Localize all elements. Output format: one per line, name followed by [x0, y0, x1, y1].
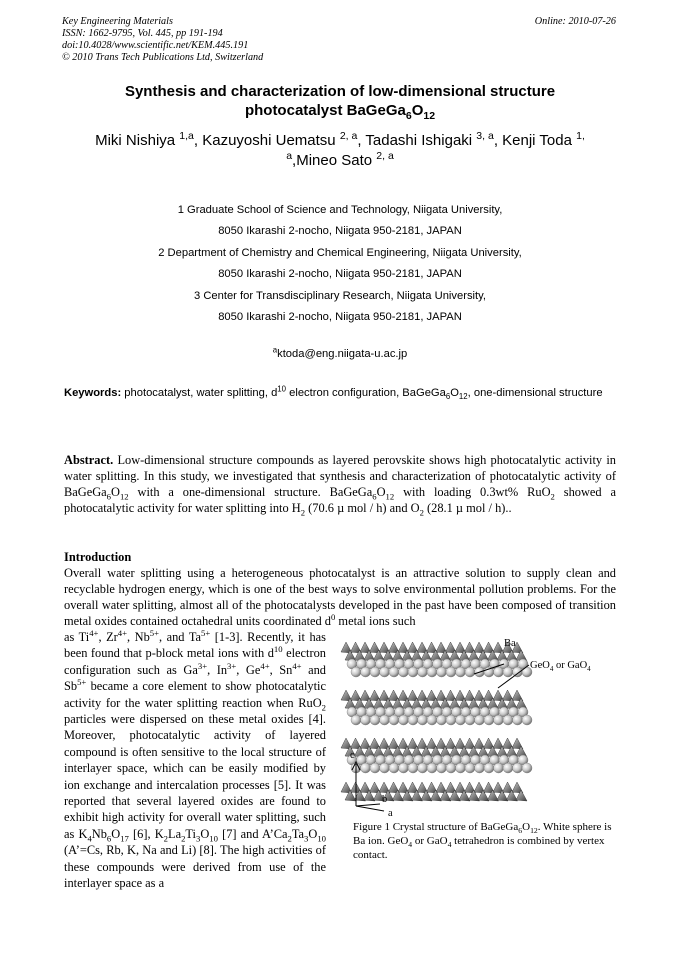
- ba-ion-sphere: [380, 667, 390, 677]
- b-axis: [356, 804, 380, 806]
- ba-ion-sphere: [399, 715, 409, 725]
- ba-ion-sphere: [465, 715, 475, 725]
- ba-ion-sphere: [456, 715, 466, 725]
- journal-header: [62, 16, 263, 64]
- ba-ion-sphere: [361, 667, 371, 677]
- ba-ion-sphere: [370, 763, 380, 773]
- ba-ion-sphere: [513, 763, 523, 773]
- ba-ion-sphere: [427, 715, 437, 725]
- copyright-line: © 2010 Trans Tech Publications Ltd, Switzerland: [62, 52, 264, 63]
- ba-ion-sphere: [427, 763, 437, 773]
- ba-ion-sphere: [408, 763, 418, 773]
- ba-ion-sphere: [456, 667, 466, 677]
- a-axis: [356, 806, 384, 811]
- ba-ion-sphere: [522, 715, 532, 725]
- ba-ion-sphere: [380, 715, 390, 725]
- ba-ion-sphere: [465, 667, 475, 677]
- affiliation-line: 2 Department of Chemistry and Chemical Engineering, Niigata University,: [158, 246, 522, 259]
- author-name: Miki Nishiya: [95, 132, 176, 149]
- ba-ion-sphere: [446, 667, 456, 677]
- ba-ion-sphere: [513, 715, 523, 725]
- author-name: ,Mineo Sato: [292, 152, 373, 169]
- ba-ion-sphere: [380, 763, 390, 773]
- affiliation-line: 8050 Ikarashi 2-nocho, Niigata 950-2181, JAPAN: [218, 225, 462, 238]
- ba-ion-sphere: [484, 763, 494, 773]
- geo4-label: GeO$_4$ or GaO$_4$: [530, 660, 591, 673]
- ba-ion-sphere: [456, 763, 466, 773]
- figure-caption: Figure 1 Crystal structure of $BaGeGa_6O_{12}$. White sphere is Ba ion. GeO$_4$ or GaO$_4$ tetrahedron is combined by vertex contact.: [353, 821, 612, 861]
- ba-ion-sphere: [446, 715, 456, 725]
- abstract: Abstract. Low-dimensional structure compounds as layered perovskite shows high photocatalytic activity in water splitting. In this study, we investigated that synthesis and characterization of photocatalytic activity of $BaGeGa_6O_{12}$ with a one-dimensional structure. $BaGeGa_6O_{12}$ with loading 0.3wt% RuO$_2$ showed a photocatalytic activity for water splitting into $H_2$ (70.6 µ mol / h) and $O_2$ (28.1 µ mol / h)..: [64, 453, 616, 518]
- affiliation-line: 1 Graduate School of Science and Technology, Niigata University,: [177, 204, 503, 216]
- issn-line: ISSN: 1662-9795, Vol. 445, pp 191-194: [62, 28, 223, 39]
- ba-ion-sphere: [503, 667, 513, 677]
- ba-ion-sphere: [418, 667, 428, 677]
- ba-ion-sphere: [494, 667, 504, 677]
- keywords-label: Keywords:: [64, 387, 122, 399]
- section-heading: Introduction: [64, 550, 132, 564]
- crystal-lattice: [341, 642, 532, 801]
- intro-paragraph: Overall water splitting using a heterogeneous photocatalyst is an attractive solution to supply clean and recyclable hydrogen energy, which is one of the best ways to solve environmental pollution problems. For the overall water splitting, almost all of the photocatalysts developed in the past have been composed of transition metal oxides contained octahedral units coordinated $d^0$ metal ions such: [64, 566, 616, 628]
- author-name: , Kenji Toda: [493, 132, 572, 149]
- ba-ion-sphere: [389, 715, 399, 725]
- ba-ion-sphere: [494, 715, 504, 725]
- ba-ion-sphere: [351, 715, 361, 725]
- ba-ion-sphere: [503, 763, 513, 773]
- ba-ion-sphere: [446, 763, 456, 773]
- ba-ion-sphere: [399, 763, 409, 773]
- c-axis-label: c: [350, 750, 355, 761]
- ba-ion-sphere: [437, 715, 447, 725]
- intro-column-text: as $Ti^{4+}$, $Zr^{4+}$, $Nb^{5+}$, and $Ta^{5+}$ [1-3]. Recently, it has been found that p-block metal ions with $d^{10}$ electron configuration such as $Ga^{3+}$, $In^{3+}$, $Ge^{4+}$, $Sn^{4+}$ and $Sb^{5+}$ became a core element to show photocatalytic activity for the water splitting reaction when RuO$_2$ particles were dispersed on these metal oxides [4]. Moreover, photocatalytic activity of layered compound is often sensitive to the local structure of interlayer space, which can be easily modified by ion exchange and intercalation processes [5]. It was reported that several layered oxides are found to exhibit high activity for overall water splitting, such as $K_4Nb_6O_{17}$ [6], $K_2La_2Ti_3O_{10}$ [7] and $A’Ca_2Ta_3O_{10}$ (A’=Cs, Rb, K, Na and Li) [8]. The high activities of these compounds were derived from use of the interlayer space as a: [64, 627, 327, 891]
- doi-line: doi:10.4028/www.scientific.net/KEM.445.191: [62, 40, 249, 51]
- ba-ion-sphere: [389, 763, 399, 773]
- ba-ion-sphere: [475, 763, 485, 773]
- corresponding-email[interactable]: $^a$ktoda@eng.niigata-u.ac.jp: [272, 345, 408, 360]
- paper-title: [64, 82, 616, 120]
- ba-ion-sphere: [494, 763, 504, 773]
- ba-ion-sphere: [437, 763, 447, 773]
- affiliations: [64, 202, 616, 330]
- ba-ion-sphere: [408, 715, 418, 725]
- ba-ion-sphere: [370, 715, 380, 725]
- ba-ion-sphere: [408, 667, 418, 677]
- ba-ion-sphere: [399, 667, 409, 677]
- title-line-2: photocatalyst $BaGeGa_6O_{12}$: [244, 102, 436, 122]
- affiliation-line: 8050 Ikarashi 2-nocho, Niigata 950-2181, JAPAN: [218, 310, 462, 323]
- ba-ion-sphere: [418, 715, 428, 725]
- online-date: Online: 2010-07-26: [534, 16, 616, 27]
- keywords: Keywords: photocatalyst, water splitting, $d^{10}$ electron configuration, $BaGeGa_6O_{12}$, one-dimensional structure: [64, 384, 603, 402]
- ba-ion-sphere: [370, 667, 380, 677]
- affiliation-line: 8050 Ikarashi 2-nocho, Niigata 950-2181, JAPAN: [218, 268, 462, 281]
- ba-ion-sphere: [465, 763, 475, 773]
- author-name: , Kazuyoshi Uematsu: [193, 132, 336, 149]
- ba-ion-sphere: [484, 715, 494, 725]
- journal-name: Key Engineering Materials: [62, 16, 173, 27]
- ba-label: Ba: [504, 638, 516, 649]
- a-axis-label: a: [388, 808, 393, 818]
- ba-ion-sphere: [351, 667, 361, 677]
- abstract-label: Abstract.: [64, 453, 114, 467]
- ba-ion-sphere: [418, 763, 428, 773]
- ba-ion-sphere: [437, 667, 447, 677]
- ba-ion-sphere: [389, 667, 399, 677]
- b-axis-label: b: [382, 794, 388, 805]
- author-name: , Tadashi Ishigaki: [357, 132, 473, 149]
- crystal-structure-figure: [336, 638, 628, 818]
- ba-ion-sphere: [503, 715, 513, 725]
- author-list: Miki Nishiya $^{1,a}$, Kazuyoshi Uematsu $^{2, a}$, Tadashi Ishigaki $^{3, a}$, Kenji Toda $^{1,}$ $^a$,Mineo Sato $^{2, a}$: [95, 130, 585, 169]
- ba-ion-sphere: [475, 715, 485, 725]
- affiliation-line: 3 Center for Transdisciplinary Research, Niigata University,: [193, 289, 487, 302]
- title-line-1: Synthesis and characterization of low-dimensional structure: [124, 83, 556, 100]
- ba-ion-sphere: [522, 763, 532, 773]
- ba-ion-sphere: [513, 667, 523, 677]
- ba-ion-sphere: [427, 667, 437, 677]
- ba-ion-sphere: [361, 763, 371, 773]
- ba-ion-sphere: [361, 715, 371, 725]
